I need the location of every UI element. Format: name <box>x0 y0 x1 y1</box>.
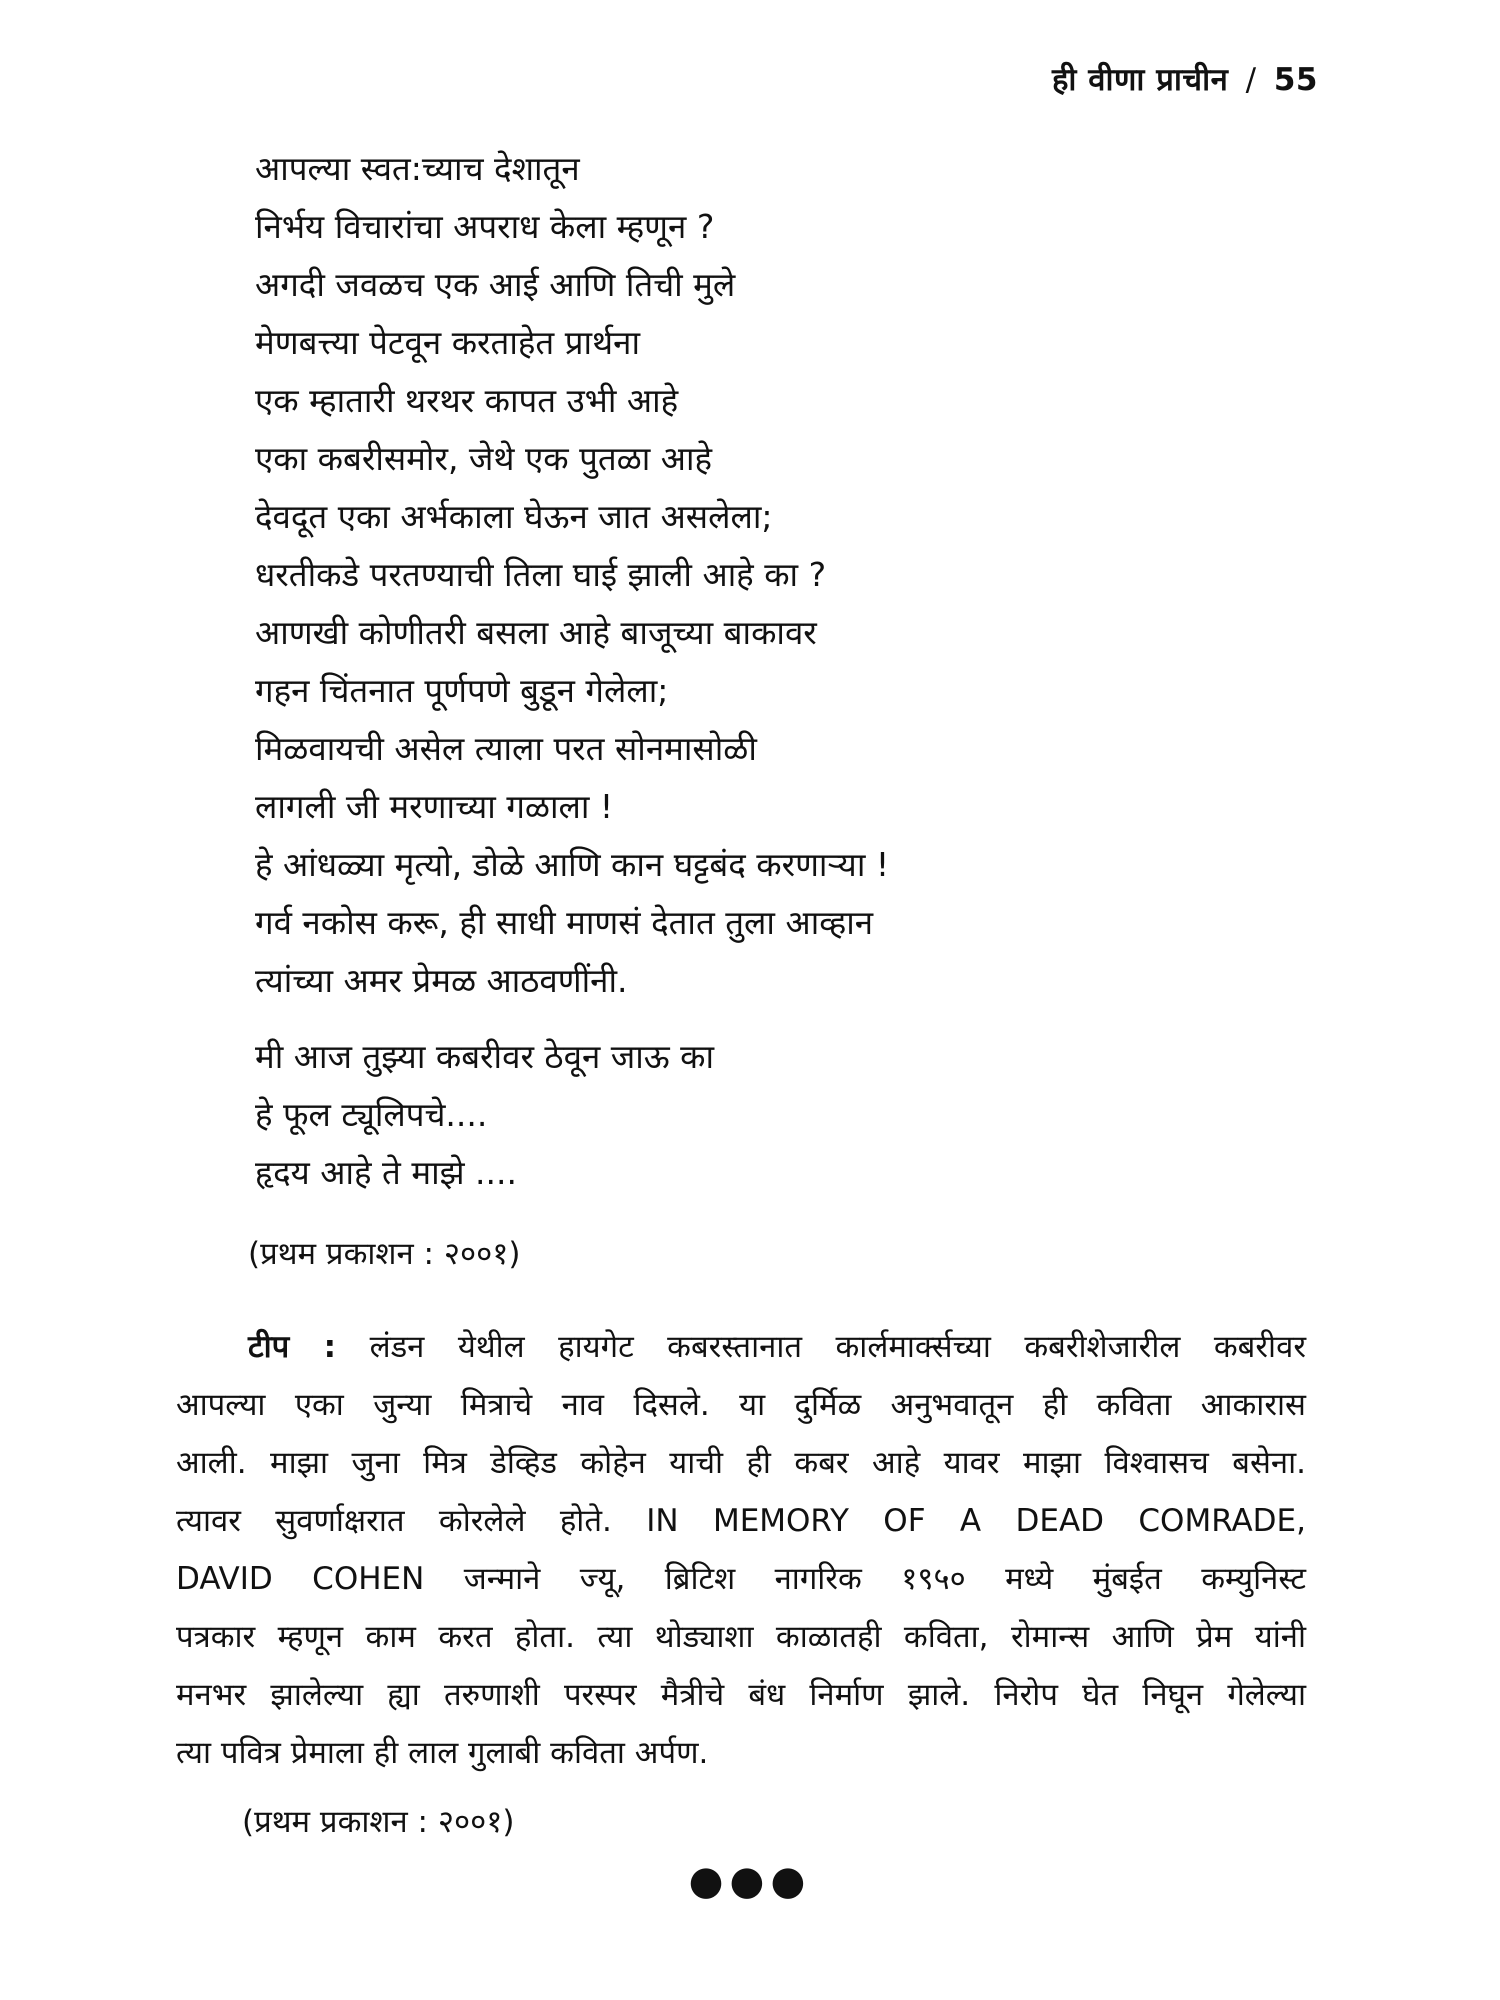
footnote-line <box>176 1318 1306 1376</box>
poem-line: धरतीकडे परतण्याची तिला घाई झाली आहे का ? <box>255 555 827 594</box>
footnote-line: त्यावर सुवर्णाक्षरात कोरलेले होते. IN MEMORY OF A DEAD COMRADE, <box>176 1503 1306 1539</box>
poem-line: हे आंधळ्या मृत्यो, डोळे आणि कान घट्टबंद करणाऱ्या ! <box>255 845 890 884</box>
poem-line: एका कबरीसमोर, जेथे एक पुतळा आहे <box>255 439 712 478</box>
poem-line: मी आज तुझ्या कबरीवर ठेवून जाऊ का <box>255 1037 715 1076</box>
poem-line: त्यांच्या अमर प्रेमळ आठवणींनी. <box>255 961 628 1000</box>
stanza-gap <box>255 1010 1255 1028</box>
header-separator: / <box>1245 62 1257 98</box>
poem-line: हृदय आहे ते माझे .... <box>255 1153 518 1192</box>
poem-line: मिळवायची असेल त्याला परत सोनमासोळी <box>255 729 757 768</box>
poem-line: गर्व नकोस करू, ही साधी माणसं देतात तुला आव्हान <box>255 903 874 942</box>
running-header <box>1052 58 1318 100</box>
footnote-line: मनभर झालेल्या ह्या तरुणाशी परस्पर मैत्रीचे बंध निर्माण झाले. निरोप घेत निघून गेलेल्या <box>176 1677 1306 1713</box>
poem-line: हे फूल ट्यूलिपचे.... <box>255 1095 488 1134</box>
footnote-line: DAVID COHEN जन्माने ज्यू, ब्रिटिश नागरिक १९५० मध्ये मुंबईत कम्युनिस्ट <box>176 1561 1306 1597</box>
footnote <box>176 1318 1306 1782</box>
publication-note: (प्रथम प्रकाशन : २००१) <box>242 1804 515 1840</box>
poem-line: आणखी कोणीतरी बसला आहे बाजूच्या बाकावर <box>255 613 817 652</box>
footnote-line: त्या पवित्र प्रेमाला ही लाल गुलाबी कविता अर्पण. <box>176 1735 709 1771</box>
book-title: ही वीणा प्राचीन <box>1051 62 1229 98</box>
poem-line: गहन चिंतनात पूर्णपणे बुडून गेलेला; <box>255 671 669 710</box>
footnote-label: टीप : <box>248 1329 337 1365</box>
footnote-line: आली. माझा जुना मित्र डेव्हिड कोहेन याची ही कबर आहे यावर माझा विश्वासच बसेना. <box>176 1445 1306 1481</box>
footnote-line: पत्रकार म्हणून काम करत होता. त्या थोड्याशा काळातही कविता, रोमान्स आणि प्रेम यांनी <box>176 1619 1306 1655</box>
poem-line: आपल्या स्वत:च्याच देशातून <box>255 149 580 188</box>
poem-line: निर्भय विचारांचा अपराध केला म्हणून ? <box>255 207 715 246</box>
poem-line: एक म्हातारी थरथर कापत उभी आहे <box>255 381 679 420</box>
page-number: 55 <box>1273 62 1318 98</box>
poem-line: अगदी जवळच एक आई आणि तिची मुले <box>255 265 736 304</box>
poem-line: लागली जी मरणाच्या गळाला ! <box>255 787 614 826</box>
poem-line: मेणबत्त्या पेटवून करताहेत प्रार्थना <box>255 323 640 362</box>
footnote-text: लंडन येथील हायगेट कबरस्तानात कार्लमार्क्सच्या कबरीशेजारील कबरीवर <box>369 1329 1306 1365</box>
poem <box>255 140 1255 1202</box>
end-ornament: ●●● <box>688 1858 812 1904</box>
publication-note: (प्रथम प्रकाशन : २००१) <box>248 1236 521 1272</box>
poem-line: देवदूत एका अर्भकाला घेऊन जात असलेला; <box>255 497 773 536</box>
footnote-line: आपल्या एका जुन्या मित्राचे नाव दिसले. या दुर्मिळ अनुभवातून ही कविता आकारास <box>176 1387 1306 1423</box>
